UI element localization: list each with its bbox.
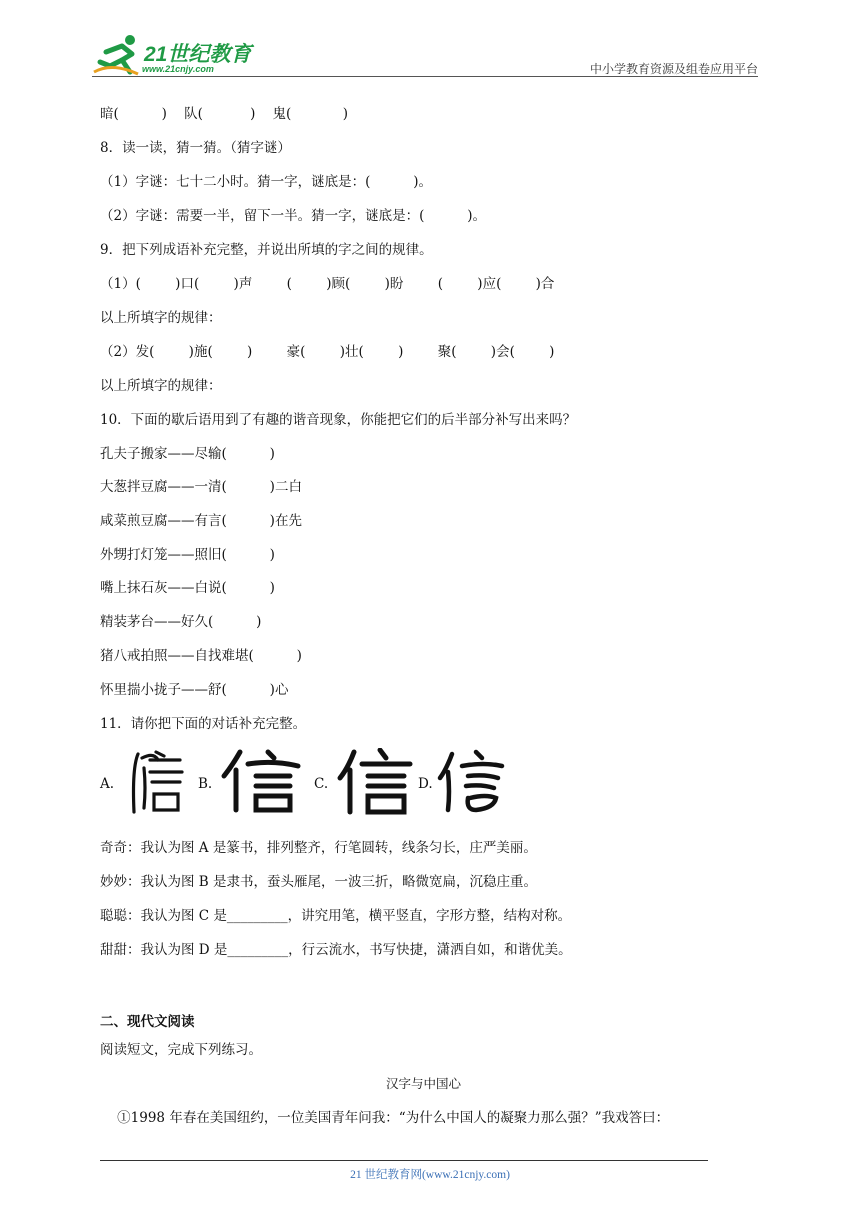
calligraphy-a-seal-image xyxy=(124,748,188,816)
platform-name: 中小学教育资源及组卷应用平台 xyxy=(589,62,758,76)
footer-text: 21 世纪教育网(www.21cnjy.com) xyxy=(350,1169,510,1181)
text-line: 精装茅台——好久( ) xyxy=(100,614,262,630)
calligraphy-c-regular-image xyxy=(334,748,414,816)
text-line: 妙妙：我认为图 B 是隶书，蚕头雁尾，一波三折，略微宽扁，沉稳庄重。 xyxy=(100,874,538,890)
text-line: 怀里揣小拢子——舒( )心 xyxy=(100,682,289,698)
question-8: 8．读一读，猜一猜。（猜字谜） xyxy=(100,140,291,156)
text-line: （1）字谜：七十二小时。猜一字，谜底是：( )。 xyxy=(100,174,433,190)
text-line: 以上所填字的规律： xyxy=(100,310,222,326)
logo-url: www.21cnjy.com xyxy=(142,64,214,74)
text-line: 甜甜：我认为图 D 是_________，行云流水，书写快捷，潇洒自如，和谐优美。 xyxy=(100,942,572,958)
page-header xyxy=(92,32,758,82)
calligraphy-b-clerical-image xyxy=(218,748,302,816)
passage-title: 汉字与中国心 xyxy=(386,1076,462,1091)
text-line: 以上所填字的规律： xyxy=(100,378,222,394)
question-9: 9．把下列成语补充完整，并说出所填的字之间的规律。 xyxy=(100,242,433,258)
option-c-label: C. xyxy=(314,776,329,792)
site-logo xyxy=(92,32,262,80)
option-a-label: A. xyxy=(100,776,115,792)
text-line: （2）发( )施( ) 豪( )壮( ) 聚( )会( ) xyxy=(100,344,555,360)
text-line: 嘴上抹石灰——白说( ) xyxy=(100,580,275,596)
question-10: 10．下面的歇后语用到了有趣的谐音现象，你能把它们的后半部分补写出来吗？ xyxy=(100,412,577,428)
header-divider xyxy=(92,76,758,77)
text-line: （2）字谜：需要一半，留下一半。猜一字，谜底是：( )。 xyxy=(100,208,487,224)
text-line: （1）( )口( )声 ( )顾( )盼 ( )应( )合 xyxy=(100,276,555,292)
option-b-label: B. xyxy=(198,776,213,792)
text-line: 外甥打灯笼——照旧( ) xyxy=(100,547,275,563)
text-line: 大葱拌豆腐——一清( )二白 xyxy=(100,479,302,495)
runner-logo-icon xyxy=(92,32,142,80)
option-d-label: D. xyxy=(418,776,433,792)
text-line: 聪聪：我认为图 C 是_________，讲究用笔，横平竖直，字形方整，结构对称。 xyxy=(100,908,572,924)
text-line: 猪八戒拍照——自找难堪( ) xyxy=(100,648,302,664)
text-line: 奇奇：我认为图 A 是篆书，排列整齐，行笔圆转，线条匀长，庄严美丽。 xyxy=(100,840,537,856)
text-line: 暗( ) 队( ) 鬼( ) xyxy=(100,106,349,122)
text-line: 咸菜煎豆腐——有言( )在先 xyxy=(100,513,302,529)
calligraphy-d-running-image xyxy=(436,748,508,816)
text-line: 阅读短文，完成下列练习。 xyxy=(100,1042,262,1058)
question-11: 11．请你把下面的对话补充完整。 xyxy=(100,716,307,732)
text-line: 孔夫子搬家——尽输( ) xyxy=(100,446,275,462)
footer-divider xyxy=(100,1160,708,1161)
section-title: 二、现代文阅读 xyxy=(100,1014,195,1029)
logo-text: 21世纪教育 xyxy=(144,43,252,66)
passage-paragraph: ①1998 年春在美国纽约，一位美国青年问我：“为什么中国人的凝聚力那么强？”我戏答曰： xyxy=(100,1110,670,1126)
